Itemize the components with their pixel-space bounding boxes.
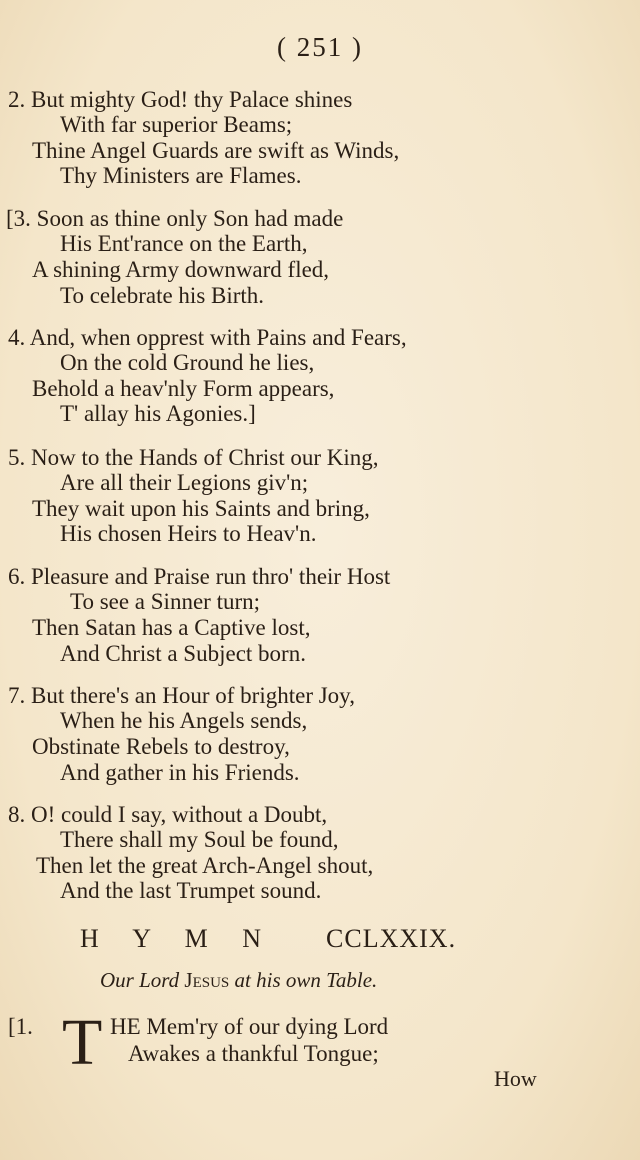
- hymn-number: CCLXXIX.: [326, 924, 457, 953]
- stanza-6-line-1: 6. Pleasure and Praise run thro' their Host: [8, 564, 391, 589]
- hymn-word: H Y M N: [80, 924, 266, 953]
- stanza-4-line-2: On the cold Ground he lies,: [60, 350, 315, 375]
- stanza-6-line-3: Then Satan has a Captive lost,: [32, 615, 311, 640]
- subtitle-name: Jesus: [184, 968, 230, 992]
- stanza-2-line-4: Thy Ministers are Flames.: [60, 163, 302, 188]
- stanza-4-line-4: T' allay his Agonies.]: [60, 401, 256, 426]
- hymn-subtitle: [100, 968, 377, 993]
- stanza-3-line-1: [3. Soon as thine only Son had made: [6, 206, 344, 231]
- subtitle-part-2: at his own Table.: [234, 968, 378, 992]
- verse-1-marker: [1.: [8, 1014, 33, 1039]
- stanza-5-line-4: His chosen Heirs to Heav'n.: [60, 521, 317, 546]
- stanza-5-line-3: They wait upon his Saints and bring,: [32, 496, 370, 521]
- stanza-6-line-4: And Christ a Subject born.: [60, 641, 306, 666]
- stanza-4-line-3: Behold a heav'nly Form appears,: [32, 376, 335, 401]
- stanza-8-line-2: There shall my Soul be found,: [60, 827, 339, 852]
- stanza-7-line-1: 7. But there's an Hour of brighter Joy,: [8, 683, 355, 708]
- stanza-8-line-4: And the last Trumpet sound.: [60, 878, 322, 903]
- stanza-8-line-3: Then let the great Arch-Angel shout,: [36, 853, 374, 878]
- stanza-3-line-4: To celebrate his Birth.: [60, 283, 265, 308]
- stanza-7-line-2: When he his Angels sends,: [60, 708, 308, 733]
- hymn-title: [80, 924, 480, 954]
- page-number: ( 251 ): [277, 32, 363, 62]
- stanza-3-line-2: His Ent'rance on the Earth,: [60, 231, 308, 256]
- stanza-2-line-1: 2. But mighty God! thy Palace shines: [8, 87, 353, 112]
- stanza-2-line-3: Thine Angel Guards are swift as Winds,: [32, 138, 400, 163]
- stanza-3-line-3: A shining Army downward fled,: [32, 257, 330, 282]
- stanza-7-line-3: Obstinate Rebels to destroy,: [32, 734, 290, 759]
- stanza-5-line-2: Are all their Legions giv'n;: [60, 470, 309, 495]
- verse-1-line-1: HE Mem'ry of our dying Lord: [110, 1014, 389, 1039]
- stanza-4-line-1: 4. And, when opprest with Pains and Fears,: [8, 325, 407, 350]
- drop-cap-initial: T: [62, 1006, 103, 1079]
- catchword: How: [494, 1066, 537, 1091]
- stanza-6-line-2: To see a Sinner turn;: [70, 589, 261, 614]
- stanza-8-line-1: 8. O! could I say, without a Doubt,: [8, 802, 328, 827]
- stanza-2-line-2: With far superior Beams;: [60, 112, 293, 137]
- stanza-7-line-4: And gather in his Friends.: [60, 760, 300, 785]
- stanza-5-line-1: 5. Now to the Hands of Christ our King,: [8, 445, 379, 470]
- subtitle-part-1: Our Lord: [100, 968, 180, 992]
- verse-1-line-2: Awakes a thankful Tongue;: [128, 1041, 379, 1066]
